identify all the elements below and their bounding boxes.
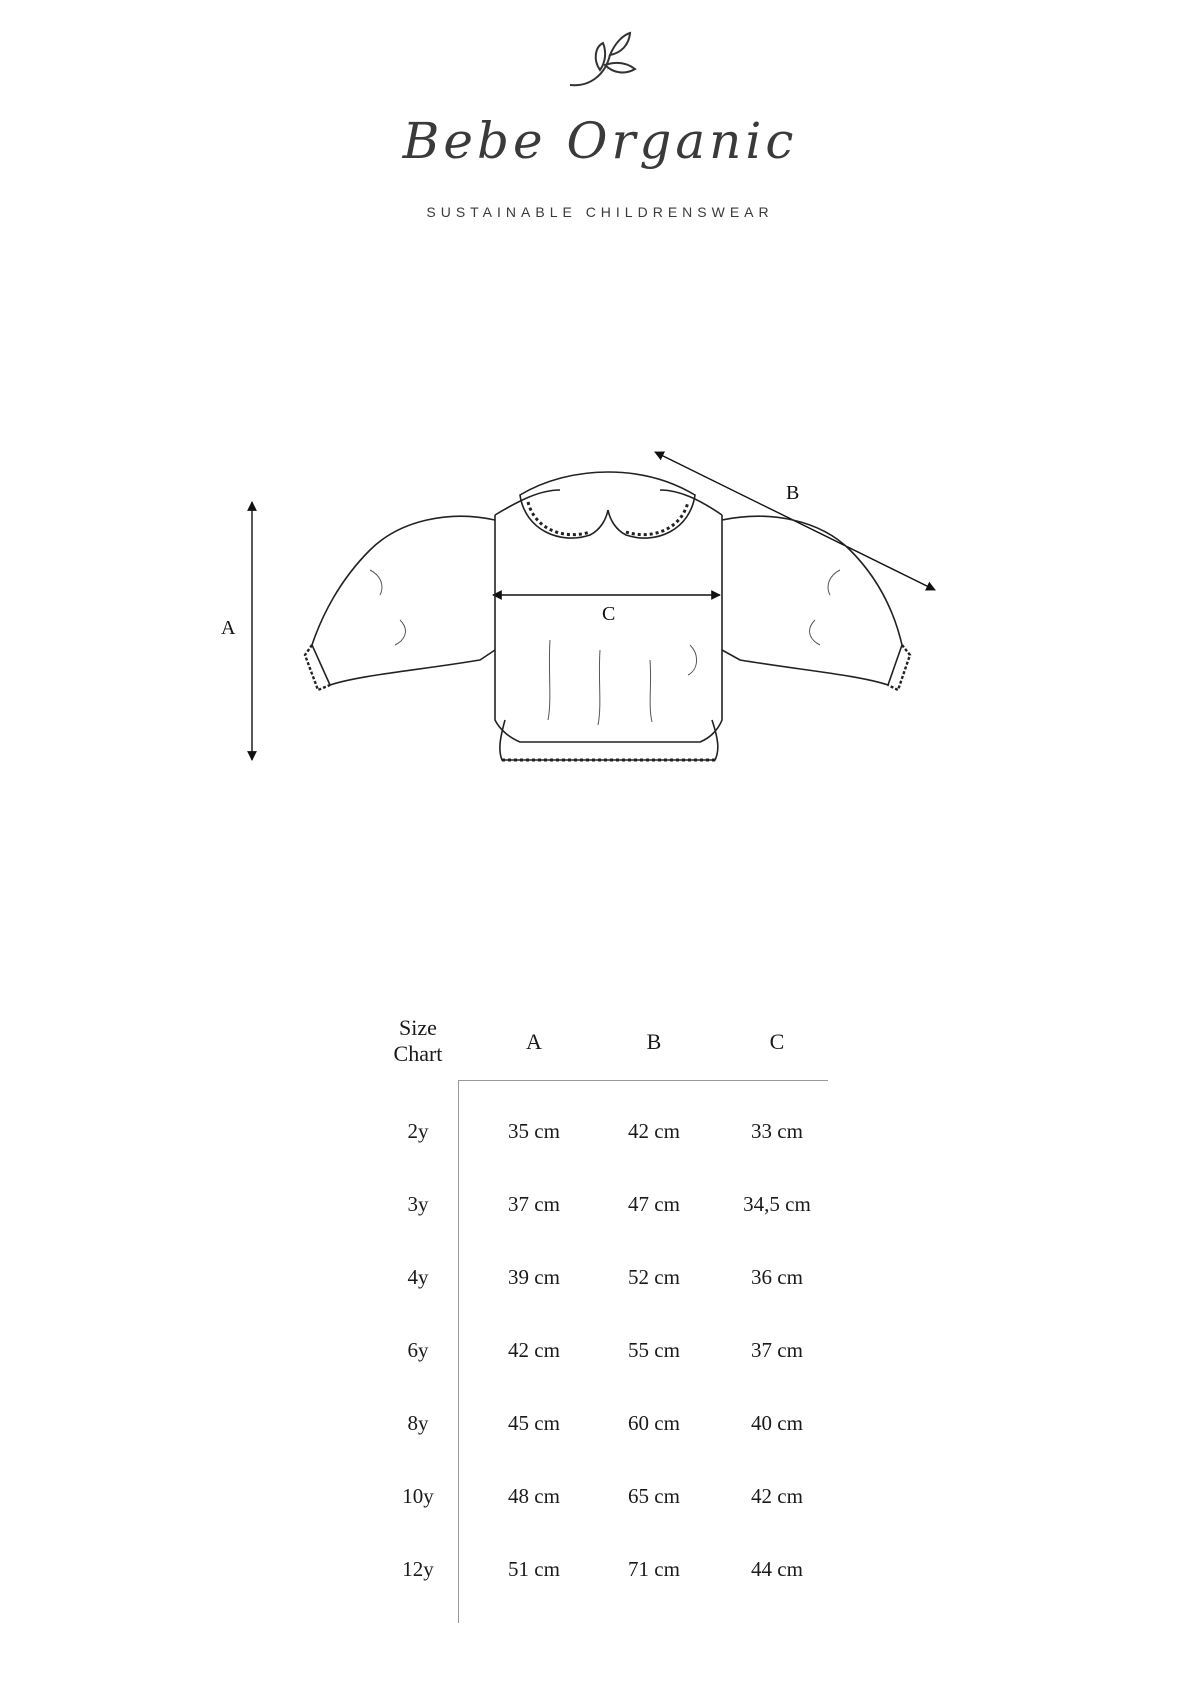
measure-a-cell: 51 cm: [508, 1557, 560, 1581]
table-row: [372, 1316, 832, 1389]
table-row: [372, 1243, 832, 1316]
measure-a-cell: 39 cm: [508, 1265, 560, 1289]
brand-tagline: SUSTAINABLE CHILDRENSWEAR: [426, 204, 774, 220]
measure-b-cell: 42 cm: [628, 1119, 680, 1143]
left-sleeve: [312, 516, 495, 685]
column-header-a: A: [526, 1029, 542, 1054]
size-cell: 6y: [407, 1338, 429, 1362]
measure-b-cell: 47 cm: [628, 1192, 680, 1216]
measure-a-cell: 45 cm: [508, 1411, 560, 1435]
size-chart-title: [372, 1015, 464, 1067]
measure-c-cell: 40 cm: [751, 1411, 803, 1435]
measure-b-cell: 52 cm: [628, 1265, 680, 1289]
measure-b-cell: 71 cm: [628, 1557, 680, 1581]
size-cell: 10y: [402, 1484, 434, 1508]
measure-c-cell: 37 cm: [751, 1338, 803, 1362]
measure-a-cell: 48 cm: [508, 1484, 560, 1508]
size-chart-table: [372, 1015, 832, 1608]
size-cell: 12y: [402, 1557, 434, 1581]
brand-name: Bebe Organic: [402, 112, 798, 170]
size-chart-title-line1: Size: [399, 1015, 437, 1040]
dimension-b-label: B: [786, 482, 800, 504]
measure-c-cell: 33 cm: [751, 1119, 803, 1143]
table-row: [372, 1097, 832, 1170]
measure-c-cell: 34,5 cm: [743, 1192, 811, 1216]
measure-a-cell: 35 cm: [508, 1119, 560, 1143]
dimension-c-label: C: [602, 603, 616, 625]
table-row: [372, 1389, 832, 1462]
size-cell: 8y: [407, 1411, 429, 1435]
table-row: [372, 1535, 832, 1608]
size-cell: 3y: [407, 1192, 429, 1216]
dimension-a-label: A: [221, 617, 236, 639]
right-sleeve: [722, 516, 902, 685]
size-chart-header: [372, 1015, 832, 1097]
leaf-sprig-icon: [565, 25, 645, 100]
size-cell: 4y: [407, 1265, 429, 1289]
column-header-b: B: [646, 1029, 662, 1054]
measure-c-cell: 36 cm: [751, 1265, 803, 1289]
size-cell: 2y: [407, 1119, 429, 1143]
blouse-illustration: [0, 420, 1200, 800]
measure-b-cell: 65 cm: [628, 1484, 680, 1508]
hem-ruffle: [500, 720, 718, 760]
measure-b-cell: 55 cm: [628, 1338, 680, 1362]
garment-diagram: [0, 420, 1200, 800]
header-divider: [458, 1080, 828, 1081]
table-row: [372, 1462, 832, 1535]
blouse-body: [495, 515, 722, 742]
measure-c-cell: 42 cm: [751, 1484, 803, 1508]
column-header-c: C: [769, 1029, 785, 1054]
measure-a-cell: 42 cm: [508, 1338, 560, 1362]
size-chart-title-line2: Chart: [393, 1041, 443, 1066]
measure-a-cell: 37 cm: [508, 1192, 560, 1216]
measure-c-cell: 44 cm: [751, 1557, 803, 1581]
measure-b-cell: 60 cm: [628, 1411, 680, 1435]
table-row: [372, 1170, 832, 1243]
